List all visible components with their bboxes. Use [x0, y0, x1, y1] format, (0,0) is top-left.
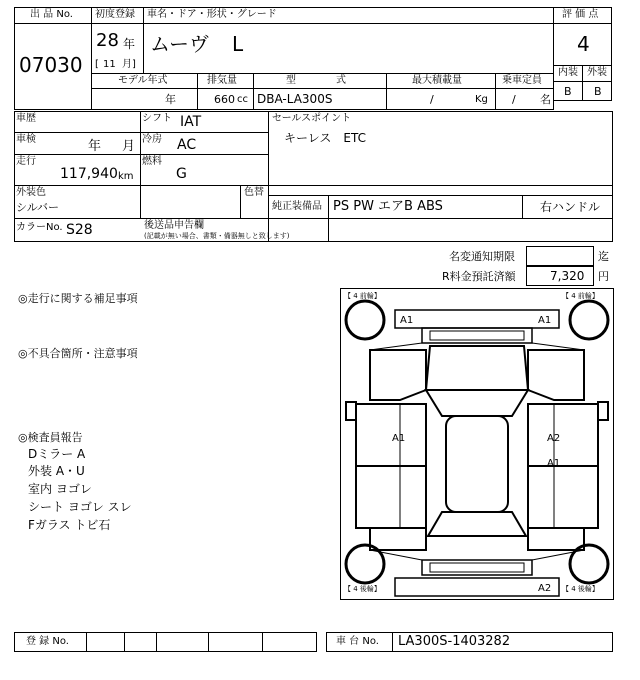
front-bumper-left-mark: A1 — [400, 315, 414, 326]
inspector-report-title: ◎検査員報告 — [18, 431, 83, 444]
color-no-value: S28 — [66, 222, 93, 238]
mileage-label: 走行 — [16, 156, 36, 167]
tire-front-left-label: 【 4 前輪】 — [344, 292, 381, 300]
name-change-label: 名変通知期限 — [449, 250, 515, 263]
left-side-mark: A1 — [392, 433, 406, 444]
vehicle-damage-diagram — [340, 288, 614, 600]
month-unit: 月] — [122, 59, 136, 70]
recycle-label: R料金預託済額 — [442, 270, 516, 283]
color-no-label: カラーNo. — [16, 222, 63, 233]
fuel-label: 燃料 — [142, 156, 162, 167]
right-side-upper-mark: A2 — [547, 433, 561, 444]
month-bracket-open: [ — [95, 59, 99, 70]
displacement-label: 排気量 — [207, 75, 237, 86]
lot-label: 出 品 No. — [30, 9, 73, 20]
mileage-value: 117,940 — [60, 166, 118, 182]
inspector-line: Fガラス トビ石 — [28, 518, 111, 532]
car-name: ムーヴ — [150, 32, 209, 56]
driving-notes-title: ◎走行に関する補足事項 — [18, 292, 138, 305]
inspector-line: Dミラー A — [28, 447, 86, 461]
chassis-number-label: 車 台 No. — [336, 636, 379, 647]
equipment-label: 純正装備品 — [272, 201, 322, 212]
capacity-unit: 名 — [540, 93, 551, 106]
history-label: 車歴 — [16, 113, 36, 124]
color-value: シルバー — [16, 201, 59, 214]
interior-grade: B — [564, 85, 572, 98]
displacement-unit: cc — [237, 94, 248, 105]
rating-label: 評 価 点 — [562, 9, 599, 20]
post-doc-label: 後送品申告欄 — [144, 220, 204, 231]
registration-number-label: 登 録 No. — [26, 636, 69, 647]
chassis-number-value: LA300S-1403282 — [398, 634, 511, 649]
right-side-lower-mark: A1 — [547, 458, 561, 469]
ac-value: AC — [177, 137, 197, 153]
car-name-label: 車名・ドア・形状・グレード — [147, 9, 277, 20]
load-slash: / — [430, 93, 434, 106]
ac-label: 冷房 — [142, 134, 162, 145]
first-reg-label: 初度登録 — [95, 9, 135, 20]
inspection-year-unit: 年 — [88, 139, 102, 154]
color-change-label: 色替 — [244, 187, 264, 198]
recycle-amount: 7,320 — [550, 269, 585, 283]
inspection-label: 車検 — [16, 134, 36, 145]
name-change-box — [526, 246, 594, 266]
recycle-unit: 円 — [598, 270, 609, 283]
car-grade: L — [232, 32, 244, 56]
capacity-slash: / — [512, 93, 516, 106]
exterior-label: 外装 — [587, 67, 607, 78]
front-bumper-right-mark: A1 — [538, 315, 552, 326]
fuel-value: G — [176, 166, 187, 182]
tire-front-right-label: 【 4 前輪】 — [562, 292, 599, 300]
tire-rear-right-label: 【 4 後輪】 — [562, 585, 599, 593]
model-type-label: 型 式 — [286, 75, 346, 86]
displacement-value: 660 — [214, 93, 235, 106]
sales-point-value: キーレス ETC — [284, 131, 366, 145]
tire-rear-left-label: 【 4 後輪】 — [344, 585, 381, 593]
defect-notes-title: ◎不具合箇所・注意事項 — [18, 347, 138, 360]
max-load-label: 最大積載量 — [412, 75, 462, 86]
shift-value: IAT — [180, 114, 202, 130]
exterior-grade: B — [594, 85, 602, 98]
first-reg-month: 11 — [103, 59, 116, 70]
year-unit: 年 — [123, 37, 136, 51]
rear-bumper-mark: A2 — [538, 583, 552, 594]
inspector-line: 外装 A・U — [28, 464, 85, 478]
inspection-month-unit: 月 — [122, 139, 136, 154]
sales-point-label: セールスポイント — [272, 113, 352, 124]
model-year-unit: 年 — [165, 93, 176, 106]
equipment-value: PS PW エアB ABS — [333, 199, 443, 214]
shift-label: シフト — [142, 113, 172, 124]
interior-label: 内装 — [558, 67, 578, 78]
inspector-line: シート ヨゴレ スレ — [28, 500, 132, 514]
first-reg-year: 28 — [96, 30, 119, 51]
capacity-label: 乗車定員 — [502, 75, 542, 86]
model-type-value: DBA-LA300S — [257, 92, 333, 106]
color-label: 外装色 — [16, 187, 46, 198]
steering-value: 右ハンドル — [540, 200, 601, 214]
rating-score: 4 — [577, 32, 590, 56]
mileage-unit: km — [118, 171, 134, 182]
lot-number: 07030 — [19, 53, 83, 77]
name-change-unit: 迄 — [598, 250, 609, 263]
inspector-line: 室内 ヨゴレ — [28, 482, 92, 496]
model-year-label: モデル年式 — [118, 75, 168, 86]
load-unit: Kg — [475, 94, 488, 105]
post-doc-note: (記載が無い場合、書類・備器無しと致します) — [144, 232, 290, 240]
